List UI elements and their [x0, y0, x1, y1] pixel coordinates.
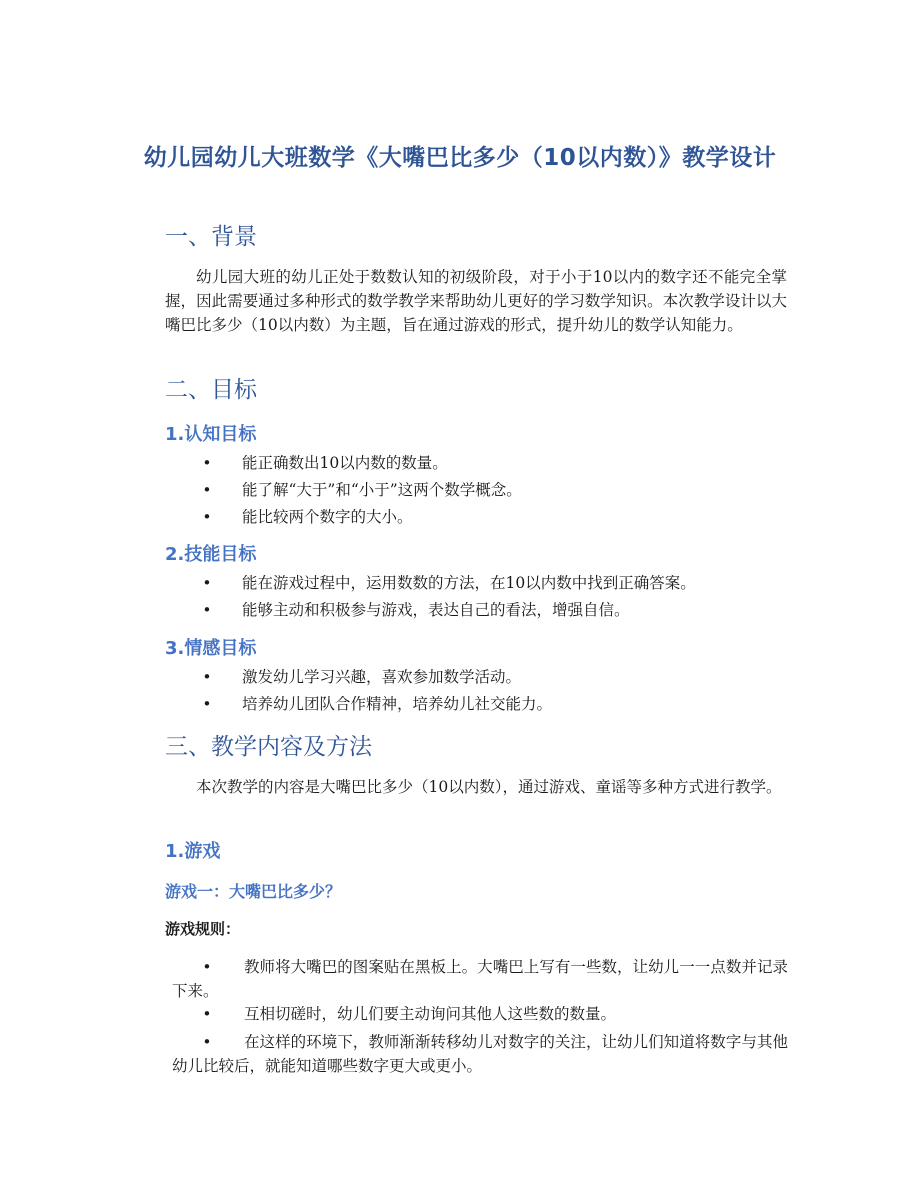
- game-one-heading: 游戏一：大嘴巴比多少？: [165, 882, 342, 901]
- list-item: [200, 664, 790, 690]
- bullet-icon: •: [202, 508, 212, 526]
- list-item: [200, 691, 790, 717]
- list-item-text: 教师将大嘴巴的图案贴在黑板上。大嘴巴上写有一些数，让幼儿一一点数并记录下来。: [172, 958, 788, 1000]
- subheading-cognitive-goals: 1.认知目标: [165, 424, 257, 445]
- list-item-text: 能了解“大于”和“小于”这两个数学概念。: [242, 481, 522, 499]
- list-item-text: 培养幼儿团队合作精神，培养幼儿社交能力。: [242, 695, 553, 713]
- list-item-text: 激发幼儿学习兴趣，喜欢参加数学活动。: [242, 668, 522, 686]
- list-item: [200, 570, 790, 596]
- bullet-icon: •: [202, 601, 212, 619]
- rules-heading: 游戏规则：: [165, 920, 241, 938]
- bullet-icon: •: [202, 454, 212, 472]
- list-item-text: 能够主动和积极参与游戏，表达自己的看法，增强自信。: [242, 601, 630, 619]
- list-item: [172, 955, 788, 1003]
- list-item: [200, 450, 790, 476]
- subheading-game: 1.游戏: [165, 841, 221, 862]
- bullet-icon: •: [202, 668, 212, 686]
- list-item: [200, 504, 790, 530]
- list-item: [200, 477, 790, 503]
- list-item: [172, 1030, 788, 1078]
- subheading-skill-goals: 2.技能目标: [165, 544, 257, 565]
- list-item-text: 在这样的环境下，教师渐渐转移幼儿对数字的关注，让幼儿们知道将数字与其他幼儿比较后，就能知道哪些数字更大或更小。: [172, 1033, 788, 1075]
- bullet-icon: •: [202, 574, 212, 592]
- section-heading-background: 一、背景: [165, 224, 257, 250]
- bullet-icon: •: [202, 481, 212, 499]
- list-item-text: 互相切磋时，幼儿们要主动询问其他人这些数的数量。: [244, 1005, 617, 1023]
- list-item-text: 能正确数出10以内数的数量。: [242, 454, 448, 472]
- bullet-icon: •: [202, 958, 212, 976]
- section-heading-content: 三、教学内容及方法: [165, 734, 372, 760]
- bullet-icon: •: [202, 695, 212, 713]
- list-item: [172, 1002, 788, 1026]
- subheading-emotion-goals: 3.情感目标: [165, 638, 257, 659]
- list-item-text: 能比较两个数字的大小。: [242, 508, 413, 526]
- bullet-icon: •: [202, 1033, 212, 1051]
- bullet-icon: •: [202, 1005, 212, 1023]
- section-heading-goals: 二、目标: [165, 377, 257, 403]
- document-title: 幼儿园幼儿大班数学《大嘴巴比多少（10以内数）》教学设计: [143, 145, 777, 171]
- background-paragraph: 幼儿园大班的幼儿正处于数数认知的初级阶段，对于小于10以内的数字还不能完全掌握，因此需要通过多种形式的数学教学来帮助幼儿更好的学习数学知识。本次教学设计以大嘴巴比多少（10以内数）为主题，旨在通过游戏的形式，提升幼儿的数学认知能力。: [165, 268, 787, 334]
- content-paragraph: 本次教学的内容是大嘴巴比多少（10以内数），通过游戏、童谣等多种方式进行教学。: [196, 778, 782, 796]
- list-item-text: 能在游戏过程中，运用数数的方法，在10以内数中找到正确答案。: [242, 574, 696, 592]
- list-item: [200, 597, 790, 623]
